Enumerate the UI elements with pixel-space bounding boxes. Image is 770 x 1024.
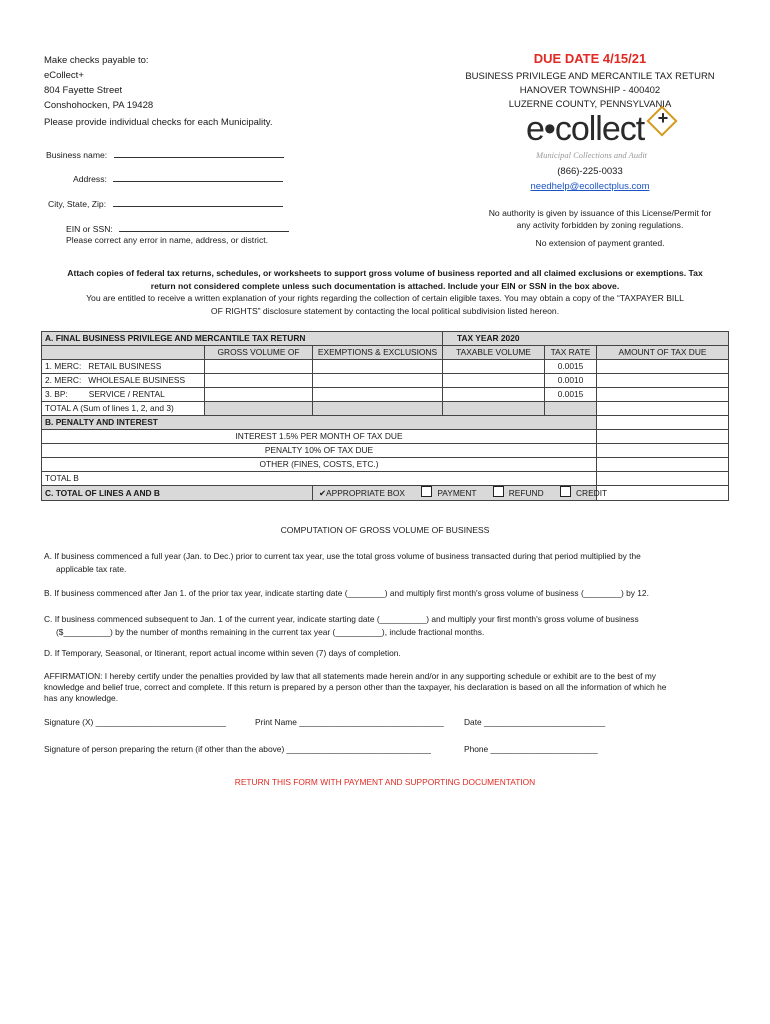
computation-b: B. If business commenced after Jan 1. of the prior tax year, indicate starting date (________) and multiply first month's gross volume of business (________) by 12. xyxy=(44,588,649,598)
ein-ssn-field[interactable] xyxy=(66,222,289,234)
no-extension-note: No extension of payment granted. xyxy=(535,238,665,248)
individual-checks-note: Please provide individual checks for each Municipality. xyxy=(44,117,273,128)
col-amount-due: AMOUNT OF TAX DUE xyxy=(597,346,729,360)
date-field[interactable]: Date __________________________ xyxy=(464,717,606,727)
column-header-row xyxy=(42,346,729,360)
row-label: 3. BP: SERVICE / RENTAL xyxy=(42,388,205,402)
interest-input[interactable] xyxy=(597,430,729,444)
affirmation-line: AFFIRMATION: I hereby certify under the penalties provided by law that all statements made herein and/or in any supporting schedule or exhibit are to the best of my xyxy=(44,671,656,681)
city-state-zip-label: City, State, Zip: xyxy=(48,199,107,209)
affirmation-line: knowledge and belief true, correct and complete. If this return is prepared by a person other than the taxpayer, his declaration is based on all the information of which he xyxy=(44,682,667,692)
address-field[interactable] xyxy=(73,172,283,184)
appropriate-box-label: ✔APPROPRIATE BOX xyxy=(319,488,405,498)
computation-line: ($__________) by the number of months remaining in the current tax year (__________), include fractional months. xyxy=(56,627,485,637)
table-row xyxy=(42,388,729,402)
city-state-zip-field[interactable] xyxy=(48,197,283,209)
amount-due-input[interactable] xyxy=(597,374,729,388)
section-b-header xyxy=(42,416,729,430)
attach-line: return not considered complete unless such documentation is attached. Include your EIN or SSN in the box above. xyxy=(150,281,620,291)
computation-line: C. If business commenced subsequent to Jan. 1 of the current year, indicate starting date (__________) and multiply your first month's gross volume of business xyxy=(44,614,639,624)
payable-line: 804 Fayette Street xyxy=(44,85,123,96)
payable-to-block xyxy=(44,53,153,113)
disposition-options xyxy=(313,486,608,501)
section-c-title: C. TOTAL OF LINES A AND B xyxy=(42,486,313,501)
preparer-signature-field[interactable]: Signature of person preparing the return (if other than the above) _______________________________ xyxy=(44,744,431,754)
phone-field[interactable]: Phone _______________________ xyxy=(464,744,598,754)
table-row xyxy=(42,360,729,374)
col-taxable-volume: TAXABLE VOLUME xyxy=(443,346,545,360)
section-a-header xyxy=(42,332,729,346)
signature-field[interactable]: Signature (X) ____________________________ xyxy=(44,717,227,727)
logo-tagline: Municipal Collections and Audit xyxy=(536,150,648,160)
due-date: DUE DATE 4/15/21 xyxy=(533,51,647,66)
county: LUZERNE COUNTY, PENNSYLVANIA xyxy=(508,99,672,110)
contact-phone: (866)-225-0033 xyxy=(557,166,623,177)
attach-notice xyxy=(20,267,750,293)
shaded-cell xyxy=(313,402,443,416)
computation-heading: COMPUTATION OF GROSS VOLUME OF BUSINESS xyxy=(280,525,490,535)
ein-ssn-label: EIN or SSN: xyxy=(66,224,113,234)
gross-volume-input[interactable] xyxy=(205,374,313,388)
other-row xyxy=(42,458,729,472)
shaded-cell xyxy=(205,402,313,416)
tax-return-table xyxy=(41,331,729,501)
computation-d: D. If Temporary, Seasonal, or Itinerant, report actual income within seven (7) days of completion. xyxy=(44,648,401,658)
logo-wordmark: e•collect xyxy=(526,110,645,148)
exemptions-input[interactable] xyxy=(313,360,443,374)
tax-rate: 0.0010 xyxy=(545,374,597,388)
computation-c xyxy=(44,613,734,639)
amount-due-input[interactable] xyxy=(597,360,729,374)
computation-line: applicable tax rate. xyxy=(56,564,127,574)
col-exemptions: EXEMPTIONS & EXCLUSIONS xyxy=(313,346,443,360)
business-name-label: Business name: xyxy=(46,150,108,160)
computation-a xyxy=(44,550,734,576)
authority-note xyxy=(460,207,740,231)
table-row xyxy=(42,374,729,388)
penalty-input[interactable] xyxy=(597,444,729,458)
logo-plus: + xyxy=(657,108,669,128)
credit-checkbox[interactable] xyxy=(560,486,571,497)
return-title-block xyxy=(450,70,730,112)
taxable-volume-input[interactable] xyxy=(443,388,545,402)
other-input[interactable] xyxy=(597,458,729,472)
col-tax-rate: TAX RATE xyxy=(545,346,597,360)
address-label: Address: xyxy=(73,174,107,184)
total-b-label: TOTAL B xyxy=(42,472,597,486)
total-c-input[interactable] xyxy=(597,486,729,501)
row-label: 1. MERC: RETAIL BUSINESS xyxy=(42,360,205,374)
tax-rate: 0.0015 xyxy=(545,388,597,402)
business-name-line[interactable] xyxy=(114,148,284,158)
contact-email-link[interactable]: needhelp@ecollectplus.com xyxy=(530,181,650,192)
row-label: 2. MERC: WHOLESALE BUSINESS xyxy=(42,374,205,388)
ecollect-logo xyxy=(526,110,686,162)
payable-line: Conshohocken, PA 19428 xyxy=(44,100,154,111)
section-b-title: B. PENALTY AND INTEREST xyxy=(42,416,597,430)
city-state-zip-line[interactable] xyxy=(113,197,283,207)
authority-line: any activity forbidden by zoning regulations. xyxy=(516,220,684,230)
other-label: OTHER (FINES, COSTS, ETC.) xyxy=(42,458,597,472)
gross-volume-input[interactable] xyxy=(205,360,313,374)
rights-notice xyxy=(20,292,750,318)
gross-volume-input[interactable] xyxy=(205,388,313,402)
penalty-label: PENALTY 10% OF TAX DUE xyxy=(42,444,597,458)
interest-row xyxy=(42,430,729,444)
col-gross-volume: GROSS VOLUME OF xyxy=(205,346,313,360)
return-form-note: RETURN THIS FORM WITH PAYMENT AND SUPPORTING DOCUMENTATION xyxy=(234,777,536,787)
total-a-row xyxy=(42,402,729,416)
payable-line: eCollect+ xyxy=(44,70,84,81)
refund-checkbox[interactable] xyxy=(493,486,504,497)
payment-label: PAYMENT xyxy=(437,488,477,498)
total-b-row xyxy=(42,472,729,486)
section-c-row xyxy=(42,486,729,501)
blank-cell xyxy=(597,416,729,430)
total-b-input[interactable] xyxy=(597,472,729,486)
affirmation-line: has any knowledge. xyxy=(44,693,119,703)
payment-checkbox[interactable] xyxy=(421,486,432,497)
shaded-cell xyxy=(545,402,597,416)
ein-ssn-line[interactable] xyxy=(119,222,289,232)
business-name-field[interactable] xyxy=(46,148,284,160)
correct-error-note: Please correct any error in name, address, or district. xyxy=(66,235,269,245)
credit-label: CREDIT xyxy=(575,488,608,498)
interest-label: INTEREST 1.5% PER MONTH OF TAX DUE xyxy=(42,430,597,444)
total-a-label: TOTAL A (Sum of lines 1, 2, and 3) xyxy=(42,402,205,416)
blank-cell xyxy=(42,346,205,360)
affirmation xyxy=(44,671,734,704)
refund-label: REFUND xyxy=(508,488,544,498)
computation-line: A. If business commenced a full year (Jan. to Dec.) prior to current tax year, use the total gross volume of business transacted during that period multiplied by the xyxy=(44,551,641,561)
tax-year: TAX YEAR 2020 xyxy=(443,332,729,346)
total-a-input[interactable] xyxy=(597,402,729,416)
section-a-title: A. FINAL BUSINESS PRIVILEGE AND MERCANTILE TAX RETURN xyxy=(42,332,443,346)
exemptions-input[interactable] xyxy=(313,374,443,388)
township: HANOVER TOWNSHIP - 400402 xyxy=(519,85,661,96)
shaded-cell xyxy=(443,402,545,416)
rights-line: OF RIGHTS” disclosure statement by contacting the local political subdivision listed hereon. xyxy=(210,306,560,316)
taxable-volume-input[interactable] xyxy=(443,374,545,388)
tax-rate: 0.0015 xyxy=(545,360,597,374)
attach-line: Attach copies of federal tax returns, schedules, or worksheets to support gross volume of business reported and all claimed exclusions or exemptions. Tax xyxy=(67,268,703,278)
penalty-row xyxy=(42,444,729,458)
taxable-volume-input[interactable] xyxy=(443,360,545,374)
rights-line: You are entitled to receive a written explanation of your rights regarding the collection of certain eligible taxes. You may obtain a copy of the “TAXPAYER BILL xyxy=(86,293,684,303)
payable-line: Make checks payable to: xyxy=(44,55,149,66)
authority-line: No authority is given by issuance of this License/Permit for xyxy=(488,208,712,218)
print-name-field[interactable]: Print Name _______________________________ xyxy=(255,717,444,727)
exemptions-input[interactable] xyxy=(313,388,443,402)
return-title: BUSINESS PRIVILEGE AND MERCANTILE TAX RETURN xyxy=(465,71,715,82)
amount-due-input[interactable] xyxy=(597,388,729,402)
address-line[interactable] xyxy=(113,172,283,182)
